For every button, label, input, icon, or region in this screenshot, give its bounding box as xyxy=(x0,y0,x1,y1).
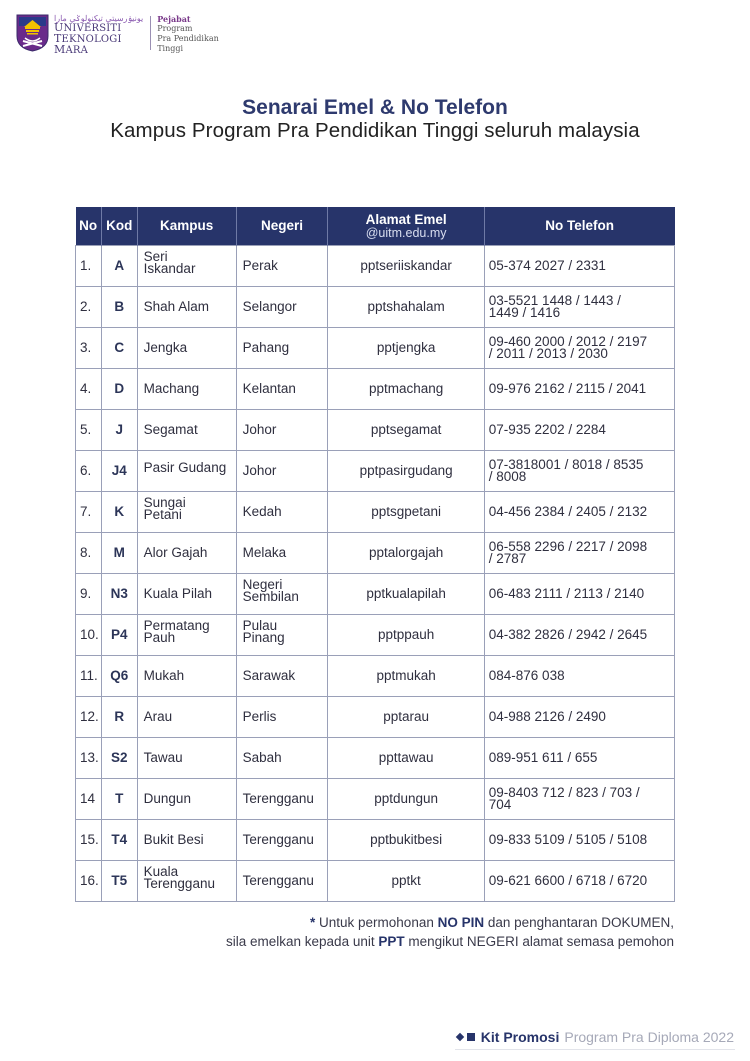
row-number xyxy=(76,696,102,737)
header-no: No xyxy=(76,207,102,245)
table-header-row xyxy=(76,207,675,245)
phone-number[interactable] xyxy=(484,737,674,778)
footnote-emphasis: PPT xyxy=(378,934,405,949)
footnote-text: DOKUMEN xyxy=(601,915,671,930)
office-line: Tinggi xyxy=(157,44,184,53)
row-number xyxy=(76,737,102,778)
campus-name xyxy=(137,368,236,409)
email-address[interactable] xyxy=(328,614,484,655)
campus-code xyxy=(101,573,137,614)
university-name xyxy=(54,14,143,56)
university-line: UNIVERSITI xyxy=(54,21,122,34)
diamond-icon xyxy=(456,1033,464,1041)
campus-name-text: Seri Iskandar xyxy=(143,248,196,276)
phone-number-text[interactable]: 09-621 6600 / 6718 / 6720 xyxy=(488,872,648,888)
row-number xyxy=(76,778,102,819)
table-row xyxy=(76,409,675,450)
table-row xyxy=(76,368,675,409)
email-address-text[interactable]: pptpasirgudang xyxy=(359,462,453,478)
campus-code-text: D xyxy=(114,380,125,396)
email-address-text[interactable]: pptsegamat xyxy=(370,421,442,437)
square-icon xyxy=(467,1033,475,1041)
phone-number-text[interactable]: 09-460 2000 / 2012 / 2197 / 2011 / 2013 / 2030 xyxy=(488,333,648,361)
email-address[interactable] xyxy=(328,655,484,696)
campus-code-text: A xyxy=(114,257,125,273)
phone-number-text[interactable]: 04-456 2384 / 2405 / 2132 xyxy=(488,503,648,519)
email-address-text[interactable]: pptsgpetani xyxy=(371,503,442,519)
campus-code xyxy=(101,655,137,696)
campus-name xyxy=(137,737,236,778)
phone-number-text[interactable]: 09-8403 712 / 823 / 703 / 704 xyxy=(488,784,640,812)
row-number xyxy=(76,286,102,327)
jawi-name: يونيۏرسيتي تيكنولوݢي مارا xyxy=(54,14,144,23)
footnote-text: Untuk permohonan xyxy=(315,915,438,930)
campus-code-text: M xyxy=(113,544,125,560)
campus-code xyxy=(101,860,137,901)
state-name xyxy=(236,327,328,368)
table-row xyxy=(76,450,675,491)
state-name-text: Pahang xyxy=(242,339,290,355)
footnote xyxy=(226,913,674,951)
campus-name-text: Kuala Pilah xyxy=(143,585,212,601)
campus-name xyxy=(137,245,236,286)
state-name xyxy=(236,696,328,737)
row-number-text: 7. xyxy=(80,503,92,519)
row-number-text: 10. xyxy=(80,626,99,642)
campus-code xyxy=(101,737,137,778)
row-number xyxy=(76,655,102,696)
campus-name xyxy=(137,819,236,860)
footnote-emphasis: NO PIN xyxy=(437,915,485,930)
footer-kit-label: Kit Promosi xyxy=(480,1029,560,1045)
office-line: Pra Pendidikan xyxy=(157,34,219,43)
row-number-text: 8. xyxy=(80,544,92,560)
footnote-text: sila emelkan kepada unit xyxy=(226,934,379,949)
table-row xyxy=(76,860,675,901)
row-number-text: 11. xyxy=(80,667,98,683)
table-row xyxy=(76,286,675,327)
header-email-domain: @uitm.edu.my xyxy=(365,225,447,240)
email-address-text[interactable]: pptppauh xyxy=(377,626,435,642)
campus-name xyxy=(137,450,236,491)
row-number xyxy=(76,819,102,860)
office-name xyxy=(157,14,219,54)
footer-brand xyxy=(457,1029,734,1045)
email-address[interactable] xyxy=(328,409,484,450)
email-address[interactable] xyxy=(328,450,484,491)
phone-number[interactable] xyxy=(484,409,674,450)
campus-name-text: Permatang Pauh xyxy=(143,617,210,645)
campus-code xyxy=(101,368,137,409)
logo-divider xyxy=(150,16,151,50)
header-kod: Kod xyxy=(101,207,137,245)
email-address[interactable] xyxy=(328,737,484,778)
table-body xyxy=(76,245,675,901)
state-name-text: Kelantan xyxy=(242,380,296,396)
campus-code-text: T4 xyxy=(111,831,128,847)
state-name-text: Perlis xyxy=(242,708,277,724)
office-line: Program xyxy=(157,24,193,33)
row-number xyxy=(76,368,102,409)
row-number-text: 15. xyxy=(80,831,99,847)
table-row xyxy=(76,245,675,286)
campus-code xyxy=(101,409,137,450)
phone-number-text[interactable]: 084-876 038 xyxy=(488,667,565,683)
state-name-text: Terengganu xyxy=(242,831,314,847)
state-name-text: Melaka xyxy=(242,544,287,560)
campus-name xyxy=(137,327,236,368)
table-row xyxy=(76,778,675,819)
state-name-text: Johor xyxy=(242,462,277,478)
email-address[interactable] xyxy=(328,532,484,573)
office-head: Pejabat xyxy=(157,14,191,24)
campus-name-text: Arau xyxy=(143,708,173,724)
table-row xyxy=(76,737,675,778)
phone-number[interactable] xyxy=(484,245,674,286)
page-title: Senarai Emel & No Telefon xyxy=(242,96,508,119)
footnote-text: , xyxy=(670,915,674,930)
state-name xyxy=(236,368,328,409)
campus-code-text: R xyxy=(114,708,125,724)
campus-contact-table xyxy=(75,207,675,902)
campus-code-text: P4 xyxy=(110,626,128,642)
uitm-logo xyxy=(16,14,219,56)
phone-number[interactable] xyxy=(484,368,674,409)
campus-code-text: B xyxy=(114,298,125,314)
phone-number[interactable] xyxy=(484,819,674,860)
footnote-text: dan penghantaran xyxy=(484,915,602,930)
campus-name-text: Alor Gajah xyxy=(143,544,208,560)
row-number-text: 12. xyxy=(80,708,99,724)
state-name-text: Perak xyxy=(242,257,278,273)
campus-name-text: Dungun xyxy=(143,790,191,806)
email-address-text[interactable]: pptdungun xyxy=(374,790,439,806)
campus-code xyxy=(101,491,137,532)
row-number xyxy=(76,327,102,368)
page-subtitle: Kampus Program Pra Pendidikan Tinggi seluruh malaysia xyxy=(110,119,640,142)
campus-name-text: Tawau xyxy=(143,749,183,765)
state-name xyxy=(236,737,328,778)
row-number xyxy=(76,491,102,532)
state-name xyxy=(236,409,328,450)
state-name-text: Terengganu xyxy=(242,790,314,806)
campus-code xyxy=(101,819,137,860)
phone-number[interactable] xyxy=(484,614,674,655)
state-name xyxy=(236,860,328,901)
table-row xyxy=(76,655,675,696)
state-name-text: Negeri Sembilan xyxy=(242,576,299,604)
table-row xyxy=(76,614,675,655)
campus-code-text: K xyxy=(114,503,125,519)
phone-number-text[interactable]: 07-3818001 / 8018 / 8535 / 8008 xyxy=(488,456,644,484)
email-address-text[interactable]: pptmachang xyxy=(368,380,444,396)
campus-name xyxy=(137,286,236,327)
email-address-text[interactable]: pptmukah xyxy=(376,667,436,683)
row-number-text: 1. xyxy=(80,257,92,273)
campus-name-text: Mukah xyxy=(143,667,185,683)
state-name xyxy=(236,614,328,655)
email-address-text[interactable]: pptseriiskandar xyxy=(360,257,452,273)
phone-number-text[interactable]: 07-935 2202 / 2284 xyxy=(488,421,606,437)
campus-name xyxy=(137,696,236,737)
campus-name-text: Jengka xyxy=(143,339,188,355)
email-address-text[interactable]: pptkualapilah xyxy=(366,585,446,601)
state-name-text: Terengganu xyxy=(242,872,314,888)
state-name xyxy=(236,491,328,532)
header-negeri: Negeri xyxy=(236,207,328,245)
row-number-text: 4. xyxy=(80,380,92,396)
campus-code xyxy=(101,614,137,655)
email-address-text[interactable]: pptalorgajah xyxy=(368,544,444,560)
footnote-text: alamat semasa pemohon xyxy=(518,934,674,949)
state-name xyxy=(236,532,328,573)
uitm-crest-icon xyxy=(16,14,49,52)
state-name xyxy=(236,573,328,614)
university-line: TEKNOLOGI xyxy=(54,32,122,45)
campus-code-text: N3 xyxy=(110,585,128,601)
campus-name xyxy=(137,573,236,614)
footnote-line-1 xyxy=(226,913,674,932)
table-row xyxy=(76,819,675,860)
campus-code-text: Q6 xyxy=(110,667,129,683)
phone-number[interactable] xyxy=(484,286,674,327)
phone-number[interactable] xyxy=(484,655,674,696)
state-name-text: Johor xyxy=(242,421,277,437)
footnote-text: NEGERI xyxy=(466,934,519,949)
phone-number[interactable] xyxy=(484,491,674,532)
row-number-text: 2. xyxy=(80,298,92,314)
row-number xyxy=(76,860,102,901)
email-address[interactable] xyxy=(328,819,484,860)
campus-code xyxy=(101,327,137,368)
row-number xyxy=(76,450,102,491)
campus-name xyxy=(137,532,236,573)
row-number-text: 6. xyxy=(80,462,92,478)
phone-number[interactable] xyxy=(484,573,674,614)
state-name-text: Sarawak xyxy=(242,667,296,683)
email-address-text[interactable]: ppttawau xyxy=(378,749,434,765)
campus-name-text: Pasir Gudang xyxy=(143,459,227,475)
header-kampus: Kampus xyxy=(137,207,236,245)
campus-code xyxy=(101,696,137,737)
state-name xyxy=(236,819,328,860)
header-phone: No Telefon xyxy=(484,207,674,245)
phone-number[interactable] xyxy=(484,696,674,737)
campus-code xyxy=(101,532,137,573)
email-address-text[interactable]: pptbukitbesi xyxy=(370,831,443,847)
email-address[interactable] xyxy=(328,573,484,614)
campus-name-text: Bukit Besi xyxy=(143,831,204,847)
row-number-text: 14 xyxy=(80,790,96,806)
header-email-label: Alamat Emel xyxy=(365,211,447,227)
table-row xyxy=(76,327,675,368)
email-address[interactable] xyxy=(328,327,484,368)
row-number xyxy=(76,245,102,286)
state-name-text: Pulau Pinang xyxy=(242,617,285,645)
email-address-text[interactable]: pptarau xyxy=(383,708,430,724)
email-address-text[interactable]: pptshahalam xyxy=(367,298,445,314)
campus-code-text: C xyxy=(114,339,125,355)
campus-name xyxy=(137,491,236,532)
row-number xyxy=(76,532,102,573)
campus-code xyxy=(101,450,137,491)
campus-name-text: Machang xyxy=(143,380,200,396)
table-row xyxy=(76,491,675,532)
phone-number-text[interactable]: 09-833 5109 / 5105 / 5108 xyxy=(488,831,648,847)
campus-name xyxy=(137,860,236,901)
phone-number-text[interactable]: 06-483 2111 / 2113 / 2140 xyxy=(488,585,645,601)
row-number xyxy=(76,409,102,450)
campus-code xyxy=(101,245,137,286)
email-address[interactable] xyxy=(328,368,484,409)
state-name xyxy=(236,450,328,491)
phone-number[interactable] xyxy=(484,532,674,573)
email-address[interactable] xyxy=(328,491,484,532)
email-address[interactable] xyxy=(328,778,484,819)
email-address[interactable] xyxy=(328,245,484,286)
row-number-text: 16. xyxy=(80,872,99,888)
row-number-text: 5. xyxy=(80,421,92,437)
footnote-line-2 xyxy=(226,932,674,951)
footer-divider xyxy=(455,1049,735,1050)
phone-number[interactable] xyxy=(484,860,674,901)
row-number-text: 13. xyxy=(80,749,99,765)
asterisk: * xyxy=(310,915,316,930)
campus-code-text: J xyxy=(115,421,123,437)
phone-number-text[interactable]: 09-976 2162 / 2115 / 2041 xyxy=(488,380,647,396)
campus-code-text: T5 xyxy=(111,872,128,888)
state-name xyxy=(236,778,328,819)
state-name-text: Selangor xyxy=(242,298,297,314)
phone-number-text[interactable]: 04-988 2126 / 2490 xyxy=(488,708,606,724)
campus-name xyxy=(137,409,236,450)
state-name xyxy=(236,286,328,327)
campus-code-text: J4 xyxy=(111,462,127,478)
phone-number[interactable] xyxy=(484,327,674,368)
email-address[interactable] xyxy=(328,696,484,737)
campus-code xyxy=(101,778,137,819)
campus-name xyxy=(137,614,236,655)
phone-number-text[interactable]: 03-5521 1448 / 1443 / 1449 / 1416 xyxy=(488,292,621,320)
phone-number[interactable] xyxy=(484,450,674,491)
campus-name xyxy=(137,778,236,819)
row-number xyxy=(76,614,102,655)
state-name-text: Kedah xyxy=(242,503,282,519)
campus-code xyxy=(101,286,137,327)
campus-name-text: Segamat xyxy=(143,421,198,437)
row-number-text: 3. xyxy=(80,339,92,355)
campus-code-text: T xyxy=(115,790,124,806)
campus-name xyxy=(137,655,236,696)
phone-number[interactable] xyxy=(484,778,674,819)
table-row xyxy=(76,532,675,573)
state-name xyxy=(236,655,328,696)
campus-code-text: S2 xyxy=(110,749,128,765)
campus-name-text: Shah Alam xyxy=(143,298,209,314)
email-address-text[interactable]: pptjengka xyxy=(376,339,436,355)
header-email xyxy=(328,207,484,245)
phone-number-text[interactable]: 06-558 2296 / 2217 / 2098 / 2787 xyxy=(488,538,648,566)
email-address-text[interactable]: pptkt xyxy=(391,872,421,888)
email-address[interactable] xyxy=(328,860,484,901)
university-line: MARA xyxy=(54,43,89,56)
table-row xyxy=(76,573,675,614)
row-number xyxy=(76,573,102,614)
email-address[interactable] xyxy=(328,286,484,327)
phone-number-text[interactable]: 05-374 2027 / 2331 xyxy=(488,257,606,273)
state-name-text: Sabah xyxy=(242,749,282,765)
table-row xyxy=(76,696,675,737)
phone-number-text[interactable]: 089-951 611 / 655 xyxy=(488,749,598,765)
campus-name-text: Sungai Petani xyxy=(143,494,186,522)
row-number-text: 9. xyxy=(80,585,92,601)
phone-number-text[interactable]: 04-382 2826 / 2942 / 2645 xyxy=(488,626,648,642)
footnote-text: mengikut xyxy=(404,934,467,949)
footer-program-label: Program Pra Diploma 2022 xyxy=(564,1029,734,1045)
state-name xyxy=(236,245,328,286)
campus-name-text: Kuala Terengganu xyxy=(143,863,215,891)
